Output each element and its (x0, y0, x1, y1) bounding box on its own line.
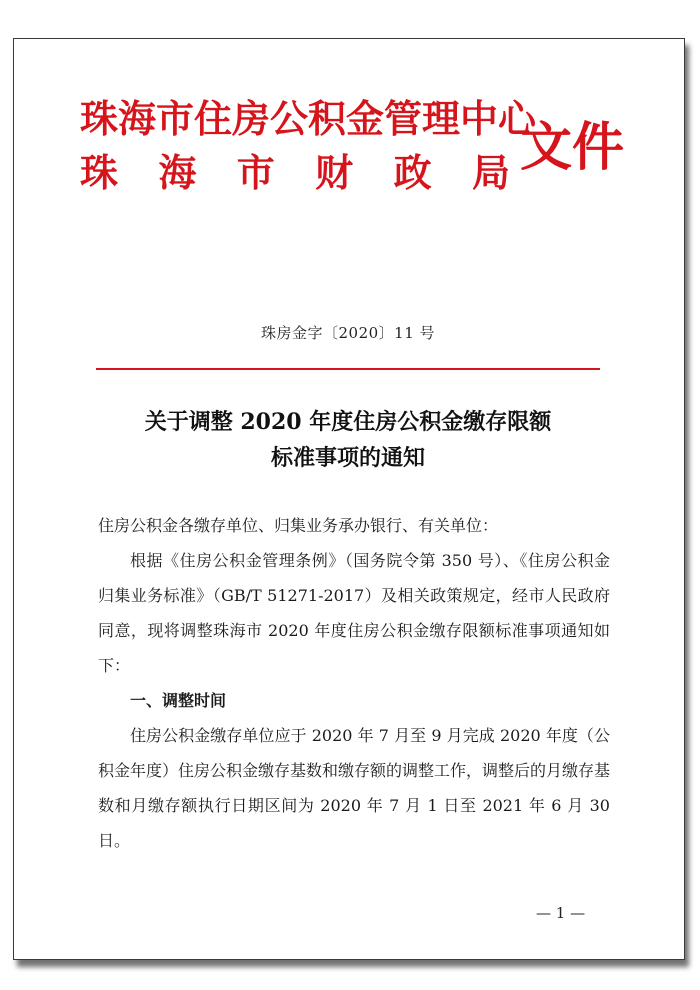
org-char: 珠 (80, 150, 119, 195)
document-body (98, 508, 610, 858)
salutation: 住房公积金各缴存单位、归集业务承办银行、有关单位： (98, 516, 499, 535)
issuing-org-housing-fund-center: 珠海市住房公积金管理中心 (80, 96, 537, 141)
body-paragraph: 根据《住房公积金管理条例》（国务院令第 350 号）、《住房公积金归集业务标准》（GB/T 51271-2017）及相关政策规定，经市人民政府同意，现将调整珠海市 2020 年度住房公积金缴存限额标准事项通知如下： (98, 551, 610, 675)
document-title (0, 404, 696, 476)
document-number: 珠房金字〔2020〕11 号 (260, 324, 436, 342)
page-number: — 1 — (536, 904, 586, 922)
red-divider-line (96, 368, 600, 370)
org-char: 市 (236, 150, 275, 195)
org-char: 海 (158, 150, 197, 195)
issuing-org-finance-bureau (80, 150, 510, 196)
title-line-2: 标准事项的通知 (270, 445, 425, 471)
section-heading: 一、调整时间 (130, 691, 227, 710)
body-paragraph: 住房公积金缴存单位应于 2020 年 7 月至 9 月完成 2020 年度（公积金年度）住房公积金缴存基数和缴存额的调整工作，调整后的月缴存基数和月缴存额执行日期区间为 2020 年 7 月 1 日至 2021 年 6 月 30 日。 (98, 726, 611, 850)
org-char: 财 (315, 150, 354, 195)
document-type-label: 文件 (520, 117, 625, 178)
title-line-1: 关于调整 2020 年度住房公积金缴存限额 (144, 409, 552, 435)
org-char: 政 (393, 150, 432, 195)
org-char: 局 (471, 150, 510, 195)
